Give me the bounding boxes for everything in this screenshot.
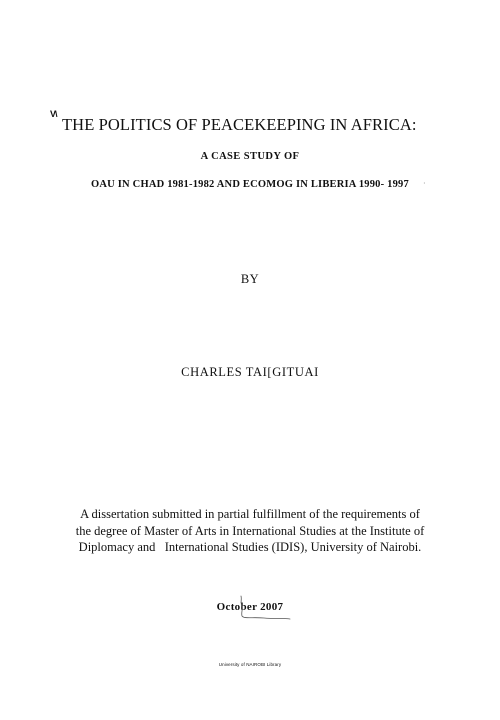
thesis-subtitle: A CASE STUDY OF (200, 151, 300, 162)
statement-line-2: the degree of Master of Arts in International Studies at the Institute of (75, 523, 425, 538)
author-name: CHARLES TAI[GITUAI (181, 365, 319, 379)
scan-speck: · (423, 179, 426, 188)
statement-line-3: Diplomacy and International Studies (IDIS), University of Nairobi. (78, 540, 422, 554)
statement-line-1: A dissertation submitted in partial fulfillment of the requirements of (80, 507, 420, 521)
dissertation-statement (0, 506, 500, 556)
library-stamp: University of NAIROBI Library (218, 662, 282, 667)
thesis-subject: OAU IN CHAD 1981-1982 AND ECOMOG IN LIBERIA 1990- 1997 (91, 179, 409, 190)
thesis-title: THE POLITICS OF PEACEKEEPING IN AFRICA: (62, 115, 417, 134)
by-label: BY (240, 272, 260, 286)
handwritten-mark: V\ (50, 109, 57, 119)
submission-date: October 2007 (216, 601, 284, 613)
pen-scribble-icon (230, 594, 292, 624)
